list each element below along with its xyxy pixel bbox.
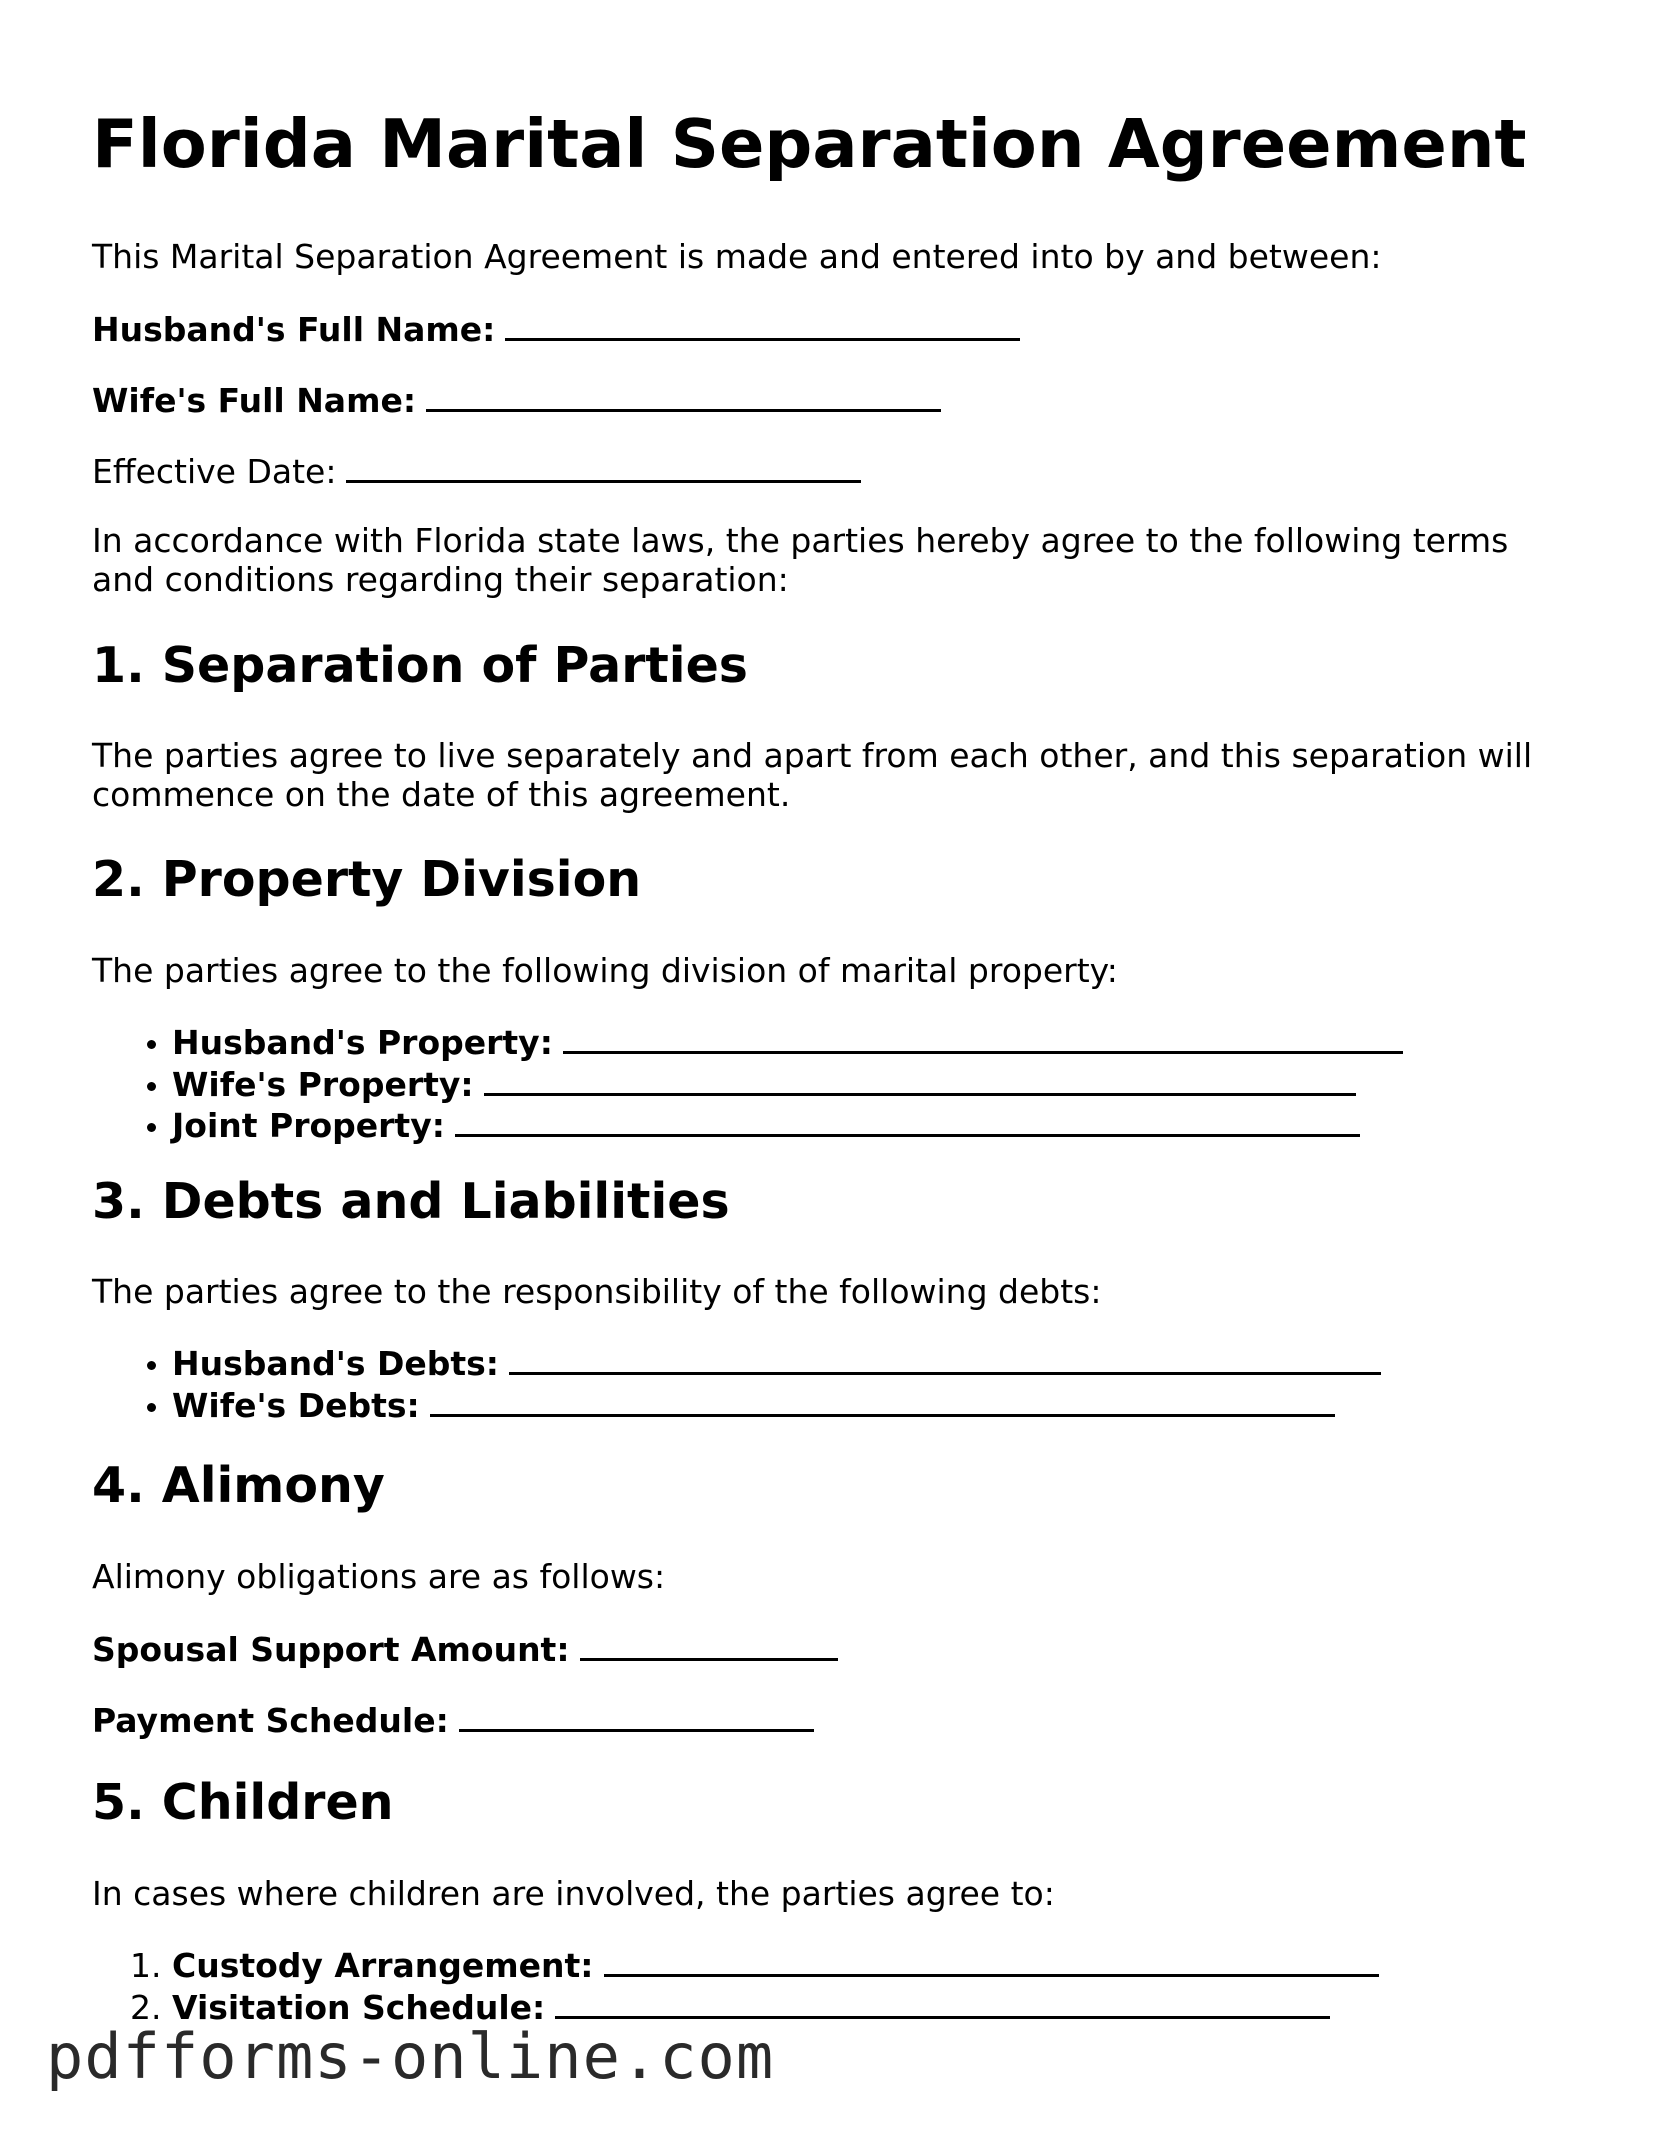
intro-text: This Marital Separation Agreement is made and entered into by and between: — [92, 237, 1382, 276]
list-item — [172, 1021, 1403, 1063]
wife-name-label: Wife's Full Name: — [92, 381, 417, 420]
wife-debts-label: Wife's Debts: — [172, 1385, 420, 1425]
custody-blank[interactable] — [604, 1944, 1379, 1977]
section-2-heading: 2. Property Division — [92, 851, 642, 908]
section-5-heading: 5. Children — [92, 1774, 394, 1831]
effective-date-blank[interactable] — [346, 450, 861, 483]
husband-property-blank[interactable] — [563, 1021, 1403, 1054]
section-2-text: The parties agree to the following division of marital property: — [92, 951, 1118, 990]
husband-debts-blank[interactable] — [509, 1342, 1381, 1375]
watermark: pdfforms-online.com — [46, 2020, 775, 2093]
property-list — [92, 1021, 1403, 1146]
wife-property-label: Wife's Property: — [172, 1064, 474, 1104]
wife-name-blank[interactable] — [426, 379, 941, 412]
list-item — [172, 1384, 1381, 1426]
joint-property-label: Joint Property: — [172, 1106, 445, 1145]
accordance-text: In accordance with Florida state laws, the parties hereby agree to the following terms and conditions regarding their separation: — [92, 521, 1509, 599]
husband-name-blank[interactable] — [505, 308, 1020, 341]
spousal-support-label: Spousal Support Amount: — [92, 1630, 570, 1669]
wife-name-field — [92, 379, 941, 421]
wife-debts-blank[interactable] — [430, 1384, 1335, 1417]
list-item — [172, 1063, 1403, 1105]
husband-name-field — [92, 308, 1020, 350]
list-item — [172, 1104, 1403, 1146]
children-list — [92, 1944, 1379, 2027]
section-3-text: The parties agree to the responsibility of the following debts: — [92, 1272, 1102, 1311]
husband-debts-label: Husband's Debts: — [172, 1344, 500, 1383]
effective-date-field — [92, 450, 861, 492]
section-3-heading: 3. Debts and Liabilities — [92, 1173, 730, 1230]
husband-property-label: Husband's Property: — [172, 1023, 553, 1062]
spousal-support-blank[interactable] — [580, 1628, 838, 1661]
payment-schedule-blank[interactable] — [459, 1699, 814, 1732]
effective-date-label: Effective Date: — [92, 452, 337, 491]
visitation-label: Visitation Schedule: — [172, 1987, 546, 2027]
payment-schedule-label: Payment Schedule: — [92, 1701, 449, 1740]
spousal-support-field — [92, 1628, 838, 1670]
section-4-heading: 4. Alimony — [92, 1457, 385, 1514]
list-item — [172, 1342, 1381, 1384]
visitation-blank[interactable] — [555, 1986, 1330, 2019]
debts-list — [92, 1342, 1381, 1425]
section-1-text: The parties agree to live separately and apart from each other, and this separation will commence on the date of this agreement. — [92, 736, 1533, 814]
section-1-heading: 1. Separation of Parties — [92, 637, 748, 694]
list-item — [172, 1944, 1379, 1986]
document-title: Florida Marital Separation Agreement — [92, 105, 1527, 183]
section-5-text: In cases where children are involved, the parties agree to: — [92, 1874, 1055, 1913]
custody-label: Custody Arrangement: — [172, 1946, 594, 1985]
payment-schedule-field — [92, 1699, 814, 1741]
section-4-text: Alimony obligations are as follows: — [92, 1557, 666, 1596]
wife-property-blank[interactable] — [484, 1063, 1356, 1096]
joint-property-blank[interactable] — [455, 1104, 1360, 1137]
husband-name-label: Husband's Full Name: — [92, 310, 496, 349]
